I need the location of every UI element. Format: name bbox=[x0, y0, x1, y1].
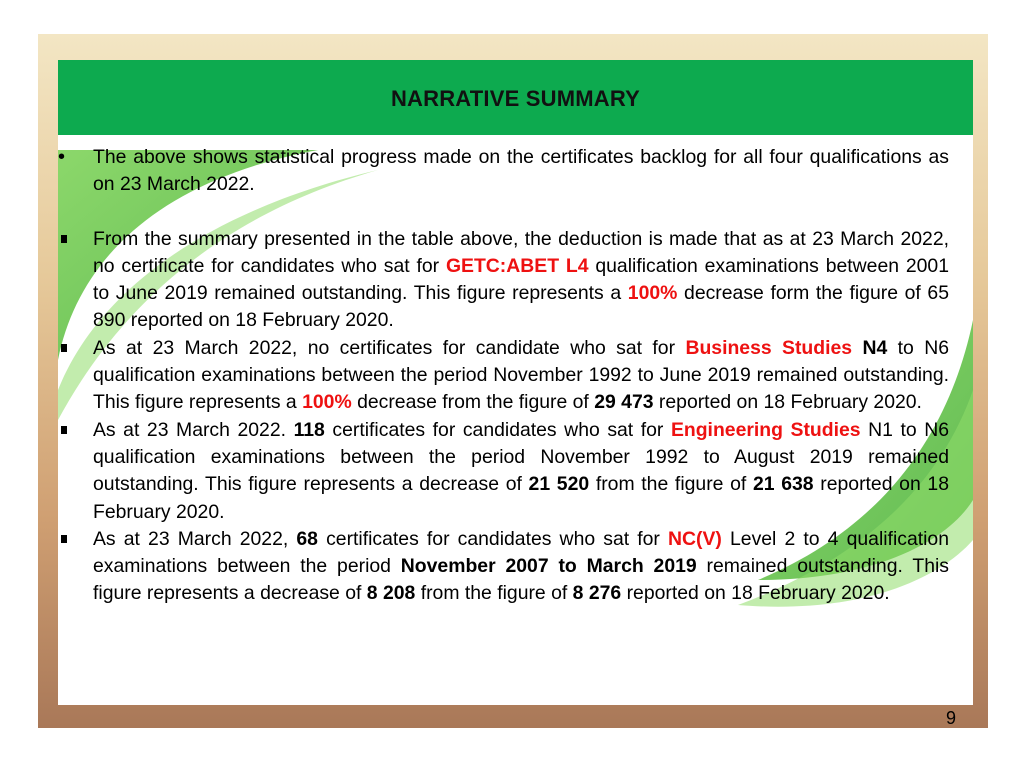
bullet-text: Level 2 to 4 qualification examinations between the period bbox=[93, 527, 949, 578]
bold-figure: 21 638 bbox=[752, 473, 814, 496]
bold-figure: 118 bbox=[293, 418, 325, 441]
qualification-highlight: NC(V) bbox=[668, 527, 722, 550]
bullet-text: qualification examinations between 2001 to June 2019 remained outstanding. This figure represents a bbox=[93, 254, 949, 305]
bullet-text: As at 23 March 2022. bbox=[93, 418, 294, 441]
bullet-item-5 bbox=[58, 526, 949, 608]
percent-highlight: 100% bbox=[302, 391, 352, 414]
bullet-item-1 bbox=[58, 144, 949, 199]
bullet-text: N1 to N6 qualification examinations between the period November 1992 to August 2019 remained outstanding. This figure represents a decrease of bbox=[93, 418, 949, 496]
slide-title: NARRATIVE SUMMARY bbox=[390, 86, 641, 111]
bullet-list bbox=[58, 144, 949, 608]
bullet-text: decrease from the figure of bbox=[351, 391, 595, 414]
bullet-text: reported on 18 February 2020. bbox=[621, 582, 890, 605]
qualification-highlight: GETC:ABET L4 bbox=[445, 254, 589, 277]
page-number: 9 bbox=[946, 708, 957, 728]
bold-figure: 29 473 bbox=[594, 391, 654, 414]
bullet-text: decrease form the figure of 65 890 reported on 18 February 2020. bbox=[93, 282, 949, 332]
bold-period: November 2007 to March 2019 bbox=[400, 555, 697, 578]
bullet-text: from the figure of bbox=[415, 582, 573, 605]
bold-figure: 8 208 bbox=[366, 582, 416, 605]
bullet-text: certificates for candidates who sat for bbox=[317, 527, 669, 550]
bullet-text: certificates for candidates who sat for bbox=[324, 418, 671, 441]
round-bullet-icon: • bbox=[58, 146, 66, 168]
bullet-text: remained outstanding. This figure represents a decrease of bbox=[93, 555, 949, 605]
bold-figure: 21 520 bbox=[528, 473, 590, 496]
bullet-item-2 bbox=[58, 226, 949, 335]
bullet-text: From the summary presented in the table above, the deduction is made that as at 23 March 2022, no certificate for candidates who sat for bbox=[93, 227, 949, 277]
spacer bbox=[58, 199, 949, 226]
percent-highlight: 100% bbox=[627, 282, 678, 305]
bullet-text: As at 23 March 2022, bbox=[93, 527, 297, 550]
bullet-text: reported on 18 February 2020. bbox=[93, 473, 949, 523]
bold-text: N4 bbox=[862, 336, 888, 359]
bullet-item-3 bbox=[58, 335, 949, 417]
bullet-text: The above shows statistical progress made on the certificates backlog for all four qualifications as on 23 March 2022. bbox=[93, 146, 949, 196]
qualification-highlight: Business Studies bbox=[685, 336, 853, 359]
bullet-text: from the figure of bbox=[589, 473, 753, 496]
bold-figure: 8 276 bbox=[572, 582, 622, 605]
bold-figure: 68 bbox=[296, 527, 318, 550]
bullet-text: As at 23 March 2022, no certificates for candidate who sat for bbox=[93, 336, 686, 359]
bullet-item-4 bbox=[58, 417, 949, 526]
bullet-text: to N6 qualification examinations between the period November 1992 to June 2019 remained outstanding. This figure represents a bbox=[93, 336, 949, 414]
bullet-text bbox=[852, 337, 862, 359]
qualification-highlight: Engineering Studies bbox=[670, 418, 861, 441]
bullet-text: reported on 18 February 2020. bbox=[653, 391, 922, 414]
